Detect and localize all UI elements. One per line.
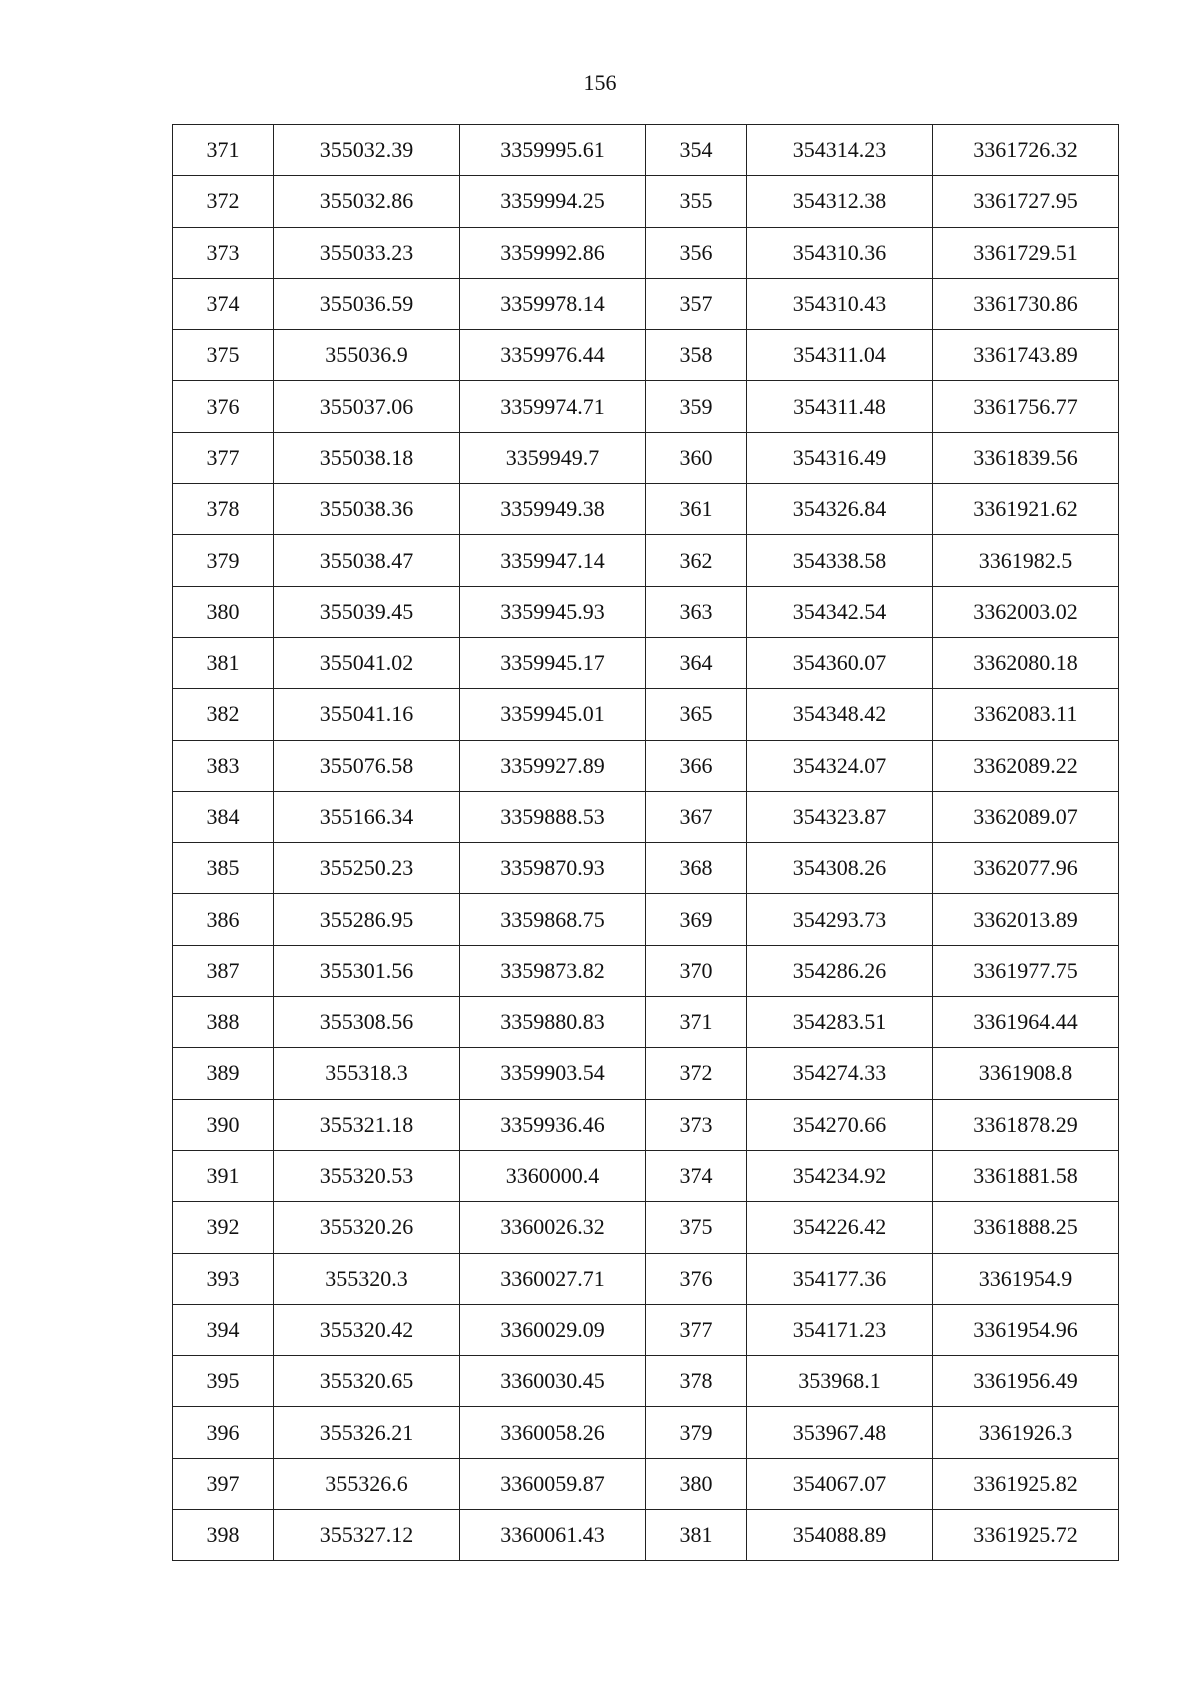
table-cell-point-number-right: 357 xyxy=(646,278,747,329)
table-cell-y-coordinate-right: 3362089.07 xyxy=(933,791,1119,842)
table-cell-x-coordinate-left: 355033.23 xyxy=(274,227,460,278)
table-cell-y-coordinate-left: 3359870.93 xyxy=(460,843,646,894)
table-cell-y-coordinate-left: 3359945.01 xyxy=(460,689,646,740)
table-cell-y-coordinate-right: 3361727.95 xyxy=(933,176,1119,227)
table-cell-y-coordinate-right: 3361964.44 xyxy=(933,997,1119,1048)
table-cell-x-coordinate-right: 354311.48 xyxy=(747,381,933,432)
table-cell-y-coordinate-right: 3362080.18 xyxy=(933,637,1119,688)
table-cell-point-number-right: 371 xyxy=(646,997,747,1048)
table-row xyxy=(173,689,1119,740)
table-cell-y-coordinate-right: 3361956.49 xyxy=(933,1356,1119,1407)
table-cell-x-coordinate-left: 355039.45 xyxy=(274,586,460,637)
table-cell-y-coordinate-left: 3359873.82 xyxy=(460,945,646,996)
table-cell-x-coordinate-right: 354326.84 xyxy=(747,484,933,535)
table-cell-x-coordinate-left: 355286.95 xyxy=(274,894,460,945)
table-cell-x-coordinate-right: 354314.23 xyxy=(747,125,933,176)
table-cell-y-coordinate-left: 3359868.75 xyxy=(460,894,646,945)
table-cell-x-coordinate-right: 354283.51 xyxy=(747,997,933,1048)
table-cell-point-number-left: 375 xyxy=(173,330,274,381)
table-cell-y-coordinate-right: 3361921.62 xyxy=(933,484,1119,535)
table-cell-y-coordinate-right: 3362083.11 xyxy=(933,689,1119,740)
table-body xyxy=(173,125,1119,1561)
table-cell-y-coordinate-left: 3360000.4 xyxy=(460,1150,646,1201)
table-row xyxy=(173,843,1119,894)
table-cell-y-coordinate-left: 3359945.93 xyxy=(460,586,646,637)
table-row xyxy=(173,894,1119,945)
table-cell-x-coordinate-right: 354308.26 xyxy=(747,843,933,894)
table-row xyxy=(173,125,1119,176)
table-cell-x-coordinate-right: 354171.23 xyxy=(747,1304,933,1355)
table-cell-x-coordinate-left: 355032.39 xyxy=(274,125,460,176)
table-cell-x-coordinate-right: 354348.42 xyxy=(747,689,933,740)
table-cell-x-coordinate-right: 354311.04 xyxy=(747,330,933,381)
table-cell-x-coordinate-left: 355320.3 xyxy=(274,1253,460,1304)
table-cell-point-number-left: 388 xyxy=(173,997,274,1048)
table-cell-point-number-right: 356 xyxy=(646,227,747,278)
table-cell-y-coordinate-left: 3359936.46 xyxy=(460,1099,646,1150)
table-cell-x-coordinate-left: 355038.36 xyxy=(274,484,460,535)
table-cell-point-number-right: 360 xyxy=(646,432,747,483)
table-row xyxy=(173,1356,1119,1407)
table-cell-x-coordinate-right: 354310.36 xyxy=(747,227,933,278)
table-cell-y-coordinate-right: 3362003.02 xyxy=(933,586,1119,637)
table-cell-y-coordinate-right: 3361743.89 xyxy=(933,330,1119,381)
table-cell-point-number-right: 379 xyxy=(646,1407,747,1458)
table-cell-x-coordinate-right: 354324.07 xyxy=(747,740,933,791)
table-cell-point-number-left: 378 xyxy=(173,484,274,535)
table-row xyxy=(173,586,1119,637)
table-cell-x-coordinate-left: 355038.47 xyxy=(274,535,460,586)
table-cell-point-number-right: 380 xyxy=(646,1458,747,1509)
table-cell-x-coordinate-right: 354360.07 xyxy=(747,637,933,688)
table-cell-x-coordinate-left: 355327.12 xyxy=(274,1510,460,1561)
table-cell-y-coordinate-right: 3361908.8 xyxy=(933,1048,1119,1099)
table-cell-y-coordinate-right: 3362077.96 xyxy=(933,843,1119,894)
table-cell-y-coordinate-left: 3360030.45 xyxy=(460,1356,646,1407)
page-number: 156 xyxy=(583,70,617,95)
table-cell-point-number-right: 354 xyxy=(646,125,747,176)
table-cell-y-coordinate-right: 3361977.75 xyxy=(933,945,1119,996)
table-cell-point-number-left: 373 xyxy=(173,227,274,278)
table-cell-y-coordinate-right: 3361839.56 xyxy=(933,432,1119,483)
table-cell-point-number-left: 393 xyxy=(173,1253,274,1304)
table-cell-y-coordinate-left: 3359927.89 xyxy=(460,740,646,791)
table-cell-point-number-right: 358 xyxy=(646,330,747,381)
coordinate-table xyxy=(172,124,1119,1561)
table-cell-point-number-left: 380 xyxy=(173,586,274,637)
table-cell-y-coordinate-right: 3361954.9 xyxy=(933,1253,1119,1304)
table-cell-x-coordinate-left: 355041.16 xyxy=(274,689,460,740)
table-row xyxy=(173,791,1119,842)
table-cell-x-coordinate-left: 355320.53 xyxy=(274,1150,460,1201)
table-row xyxy=(173,278,1119,329)
table-cell-y-coordinate-right: 3361756.77 xyxy=(933,381,1119,432)
table-cell-x-coordinate-right: 354316.49 xyxy=(747,432,933,483)
table-cell-point-number-left: 397 xyxy=(173,1458,274,1509)
table-cell-x-coordinate-right: 354293.73 xyxy=(747,894,933,945)
table-cell-y-coordinate-right: 3361925.72 xyxy=(933,1510,1119,1561)
table-row xyxy=(173,432,1119,483)
table-cell-y-coordinate-left: 3359949.38 xyxy=(460,484,646,535)
table-cell-point-number-right: 376 xyxy=(646,1253,747,1304)
table-cell-x-coordinate-right: 354312.38 xyxy=(747,176,933,227)
table-cell-point-number-right: 366 xyxy=(646,740,747,791)
table-cell-point-number-left: 384 xyxy=(173,791,274,842)
table-row xyxy=(173,945,1119,996)
table-cell-y-coordinate-left: 3359994.25 xyxy=(460,176,646,227)
table-cell-y-coordinate-left: 3359903.54 xyxy=(460,1048,646,1099)
table-cell-point-number-right: 363 xyxy=(646,586,747,637)
table-row xyxy=(173,1048,1119,1099)
table-row xyxy=(173,176,1119,227)
table-row xyxy=(173,740,1119,791)
table-cell-x-coordinate-left: 355076.58 xyxy=(274,740,460,791)
table-cell-point-number-left: 387 xyxy=(173,945,274,996)
table-cell-y-coordinate-right: 3361888.25 xyxy=(933,1202,1119,1253)
table-cell-y-coordinate-right: 3361881.58 xyxy=(933,1150,1119,1201)
table-cell-y-coordinate-right: 3361925.82 xyxy=(933,1458,1119,1509)
table-cell-x-coordinate-left: 355318.3 xyxy=(274,1048,460,1099)
table-cell-x-coordinate-left: 355321.18 xyxy=(274,1099,460,1150)
table-cell-point-number-left: 391 xyxy=(173,1150,274,1201)
table-cell-x-coordinate-right: 354338.58 xyxy=(747,535,933,586)
table-cell-point-number-right: 370 xyxy=(646,945,747,996)
table-cell-y-coordinate-right: 3362013.89 xyxy=(933,894,1119,945)
table-row xyxy=(173,535,1119,586)
table-cell-x-coordinate-left: 355301.56 xyxy=(274,945,460,996)
table-cell-y-coordinate-left: 3359974.71 xyxy=(460,381,646,432)
table-cell-y-coordinate-left: 3359945.17 xyxy=(460,637,646,688)
table-cell-y-coordinate-left: 3359949.7 xyxy=(460,432,646,483)
table-row xyxy=(173,227,1119,278)
table-cell-x-coordinate-left: 355320.26 xyxy=(274,1202,460,1253)
table-cell-x-coordinate-right: 354342.54 xyxy=(747,586,933,637)
table-cell-x-coordinate-right: 354274.33 xyxy=(747,1048,933,1099)
table-cell-point-number-left: 395 xyxy=(173,1356,274,1407)
table-row xyxy=(173,381,1119,432)
table-cell-point-number-left: 386 xyxy=(173,894,274,945)
table-cell-y-coordinate-left: 3359976.44 xyxy=(460,330,646,381)
table-cell-x-coordinate-left: 355326.6 xyxy=(274,1458,460,1509)
table-cell-point-number-right: 373 xyxy=(646,1099,747,1150)
table-cell-point-number-right: 367 xyxy=(646,791,747,842)
table-cell-y-coordinate-right: 3362089.22 xyxy=(933,740,1119,791)
table-cell-y-coordinate-left: 3360026.32 xyxy=(460,1202,646,1253)
table-cell-point-number-left: 398 xyxy=(173,1510,274,1561)
table-cell-point-number-right: 365 xyxy=(646,689,747,740)
table-cell-x-coordinate-left: 355320.65 xyxy=(274,1356,460,1407)
table-cell-y-coordinate-left: 3360029.09 xyxy=(460,1304,646,1355)
table-cell-point-number-right: 359 xyxy=(646,381,747,432)
table-cell-point-number-left: 383 xyxy=(173,740,274,791)
table-cell-x-coordinate-right: 354234.92 xyxy=(747,1150,933,1201)
table-cell-x-coordinate-right: 354067.07 xyxy=(747,1458,933,1509)
table-cell-y-coordinate-left: 3359880.83 xyxy=(460,997,646,1048)
table-cell-point-number-left: 396 xyxy=(173,1407,274,1458)
table-cell-point-number-right: 364 xyxy=(646,637,747,688)
table-cell-y-coordinate-right: 3361729.51 xyxy=(933,227,1119,278)
table-cell-point-number-left: 371 xyxy=(173,125,274,176)
table-cell-point-number-left: 377 xyxy=(173,432,274,483)
table-cell-x-coordinate-left: 355166.34 xyxy=(274,791,460,842)
table-row xyxy=(173,1202,1119,1253)
table-row xyxy=(173,997,1119,1048)
table-cell-x-coordinate-left: 355036.9 xyxy=(274,330,460,381)
table-cell-y-coordinate-left: 3360061.43 xyxy=(460,1510,646,1561)
table-cell-x-coordinate-left: 355250.23 xyxy=(274,843,460,894)
table-cell-point-number-right: 378 xyxy=(646,1356,747,1407)
table-row xyxy=(173,1253,1119,1304)
table-cell-x-coordinate-left: 355037.06 xyxy=(274,381,460,432)
table-cell-point-number-right: 377 xyxy=(646,1304,747,1355)
table-cell-point-number-left: 381 xyxy=(173,637,274,688)
table-cell-x-coordinate-right: 354088.89 xyxy=(747,1510,933,1561)
table-cell-x-coordinate-right: 354310.43 xyxy=(747,278,933,329)
table-cell-point-number-left: 379 xyxy=(173,535,274,586)
table-cell-x-coordinate-right: 354270.66 xyxy=(747,1099,933,1150)
table-row xyxy=(173,637,1119,688)
table-row xyxy=(173,1407,1119,1458)
table-cell-point-number-right: 372 xyxy=(646,1048,747,1099)
table-cell-x-coordinate-left: 355038.18 xyxy=(274,432,460,483)
table-row xyxy=(173,484,1119,535)
table-cell-x-coordinate-right: 354177.36 xyxy=(747,1253,933,1304)
table-row xyxy=(173,1458,1119,1509)
table-cell-point-number-right: 369 xyxy=(646,894,747,945)
table-cell-y-coordinate-right: 3361878.29 xyxy=(933,1099,1119,1150)
table-cell-y-coordinate-left: 3359992.86 xyxy=(460,227,646,278)
table-row xyxy=(173,330,1119,381)
table-cell-point-number-left: 394 xyxy=(173,1304,274,1355)
table-cell-point-number-right: 368 xyxy=(646,843,747,894)
table-cell-y-coordinate-left: 3359995.61 xyxy=(460,125,646,176)
table-row xyxy=(173,1099,1119,1150)
table-cell-point-number-left: 382 xyxy=(173,689,274,740)
table-row xyxy=(173,1510,1119,1561)
table-cell-y-coordinate-left: 3359947.14 xyxy=(460,535,646,586)
table-cell-point-number-right: 355 xyxy=(646,176,747,227)
table-cell-x-coordinate-right: 353968.1 xyxy=(747,1356,933,1407)
table-cell-y-coordinate-left: 3360059.87 xyxy=(460,1458,646,1509)
table-cell-x-coordinate-left: 355326.21 xyxy=(274,1407,460,1458)
table-cell-point-number-left: 392 xyxy=(173,1202,274,1253)
table-cell-y-coordinate-right: 3361954.96 xyxy=(933,1304,1119,1355)
table-cell-y-coordinate-right: 3361726.32 xyxy=(933,125,1119,176)
table-cell-x-coordinate-left: 355041.02 xyxy=(274,637,460,688)
table-cell-point-number-left: 389 xyxy=(173,1048,274,1099)
table-cell-point-number-right: 361 xyxy=(646,484,747,535)
table-cell-point-number-left: 376 xyxy=(173,381,274,432)
table-cell-x-coordinate-right: 354286.26 xyxy=(747,945,933,996)
table-cell-x-coordinate-left: 355036.59 xyxy=(274,278,460,329)
table-cell-y-coordinate-right: 3361982.5 xyxy=(933,535,1119,586)
table-cell-y-coordinate-left: 3360027.71 xyxy=(460,1253,646,1304)
table-cell-x-coordinate-left: 355320.42 xyxy=(274,1304,460,1355)
table-cell-x-coordinate-right: 353967.48 xyxy=(747,1407,933,1458)
table-cell-point-number-left: 385 xyxy=(173,843,274,894)
table-cell-y-coordinate-left: 3359978.14 xyxy=(460,278,646,329)
table-cell-y-coordinate-right: 3361730.86 xyxy=(933,278,1119,329)
table-cell-x-coordinate-right: 354323.87 xyxy=(747,791,933,842)
table-cell-point-number-right: 375 xyxy=(646,1202,747,1253)
table-row xyxy=(173,1150,1119,1201)
table-cell-y-coordinate-left: 3360058.26 xyxy=(460,1407,646,1458)
table-cell-x-coordinate-left: 355032.86 xyxy=(274,176,460,227)
table-cell-y-coordinate-right: 3361926.3 xyxy=(933,1407,1119,1458)
table-cell-x-coordinate-right: 354226.42 xyxy=(747,1202,933,1253)
table-row xyxy=(173,1304,1119,1355)
table-cell-point-number-right: 362 xyxy=(646,535,747,586)
table-cell-y-coordinate-left: 3359888.53 xyxy=(460,791,646,842)
table-cell-point-number-right: 381 xyxy=(646,1510,747,1561)
table-cell-x-coordinate-left: 355308.56 xyxy=(274,997,460,1048)
table-cell-point-number-left: 374 xyxy=(173,278,274,329)
table-cell-point-number-right: 374 xyxy=(646,1150,747,1201)
table-cell-point-number-left: 372 xyxy=(173,176,274,227)
table-cell-point-number-left: 390 xyxy=(173,1099,274,1150)
